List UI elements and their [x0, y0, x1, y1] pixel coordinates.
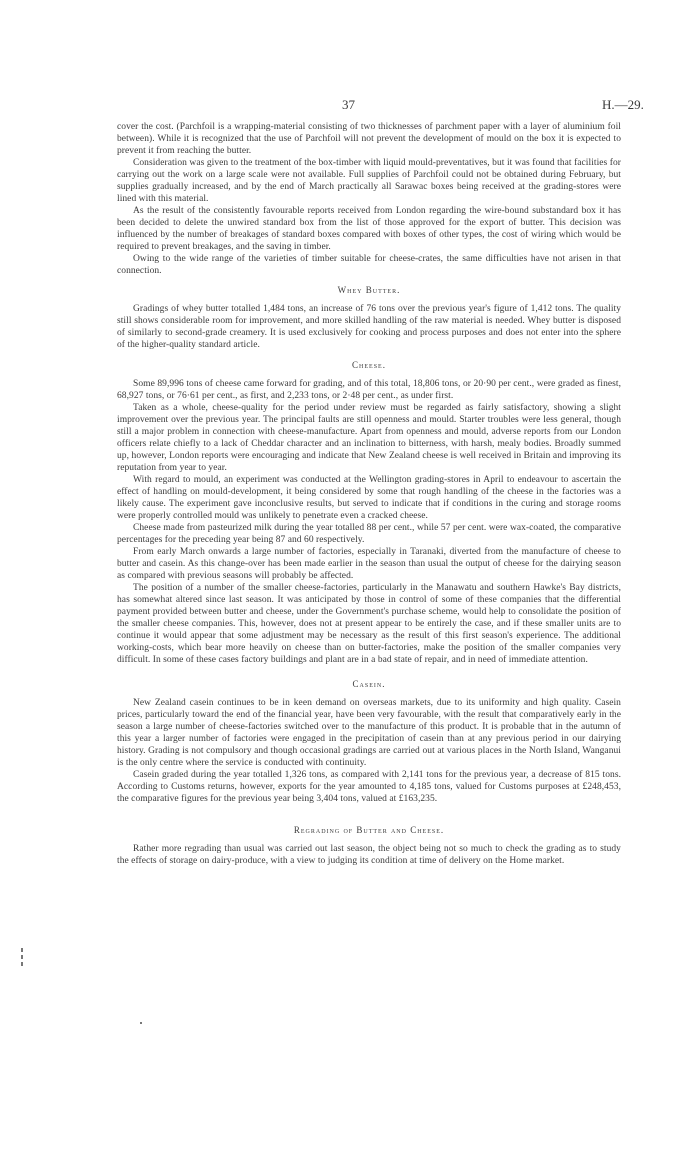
- paragraph: Gradings of whey butter totalled 1,484 tons, an increase of 76 tons over the previous year's figure of 1,412 tons. The quality still shows considerable room for improvement, and more skilled handling of the raw material is needed. Whey butter is disposed of similarly to second-grade creamery. It is used exclusively for cooking and process purposes and does not enter into the sphere of the higher-quality standard article.: [117, 304, 621, 350]
- paragraph: Consideration was given to the treatment of the box-timber with liquid mould-preventatives, but it was found that facilities for carrying out the work on a large scale were not available. Full supplies of Parchfoil could not be obtained during February, but supplies gradually increased, and by the end of March practically all Sarawac boxes being received at the grading-stores were lined with this material.: [117, 158, 621, 204]
- paragraph: cover the cost. (Parchfoil is a wrapping-material consisting of two thicknesses of parchment paper with a layer of aluminium foil between). While it is recognized that the use of Parchfoil will not prevent the development of mould on the box it is expected to prevent it from reaching the butter.: [117, 122, 621, 156]
- margin-mark: [19, 948, 25, 974]
- section-heading-casein: Casein.: [352, 679, 386, 689]
- paragraph: Cheese made from pasteurized milk during the year totalled 88 per cent., while 57 per cent. were wax-coated, the comparative percentages for the preceding year being 87 and 60 respectively.: [117, 523, 621, 545]
- section-heading-cheese: Cheese.: [352, 360, 386, 370]
- paragraph: From early March onwards a large number of factories, especially in Taranaki, diverted from the manufacture of cheese to butter and casein. As this change-over has been made earlier in the season than usual the output of cheese for the dairying season as compared with previous seasons will probably be affected.: [117, 547, 621, 581]
- print-speck: [140, 1022, 142, 1024]
- paragraph: With regard to mould, an experiment was conducted at the Wellington grading-stores in April to endeavour to ascertain the effect of handling on mould-development, it being considered by some that rough handling of the cheese in the factories was a likely cause. The experiment gave inconclusive results, but served to indicate that if conditions in the curing and storage rooms were properly controlled mould was unlikely to penetrate even a cracked cheese.: [117, 475, 621, 521]
- paragraph: Owing to the wide range of the varieties of timber suitable for cheese-crates, the same difficulties have not arisen in that connection.: [117, 254, 621, 276]
- paragraph: Taken as a whole, cheese-quality for the period under review must be regarded as fairly satisfactory, showing a slight improvement over the previous year. The principal faults are still openness and mould. Starter troubles were less general, though still a major problem in connection with cheese-manufacture. Apart from openness and mould, adverse reports from our London officers relate chiefly to a lack of Cheddar character and an inclination to bitterness, with harsh, mealy bodies. Broadly summed up, however, London reports were encouraging and indicate that New Zealand cheese is well received in Britain and improving its reputation from year to year.: [117, 403, 621, 473]
- page-number: 37: [342, 97, 355, 112]
- paragraph: As the result of the consistently favourable reports received from London regarding the wire-bound substandard box it has been decided to delete the unwired standard box from the list of those approved for the export of butter. This decision was influenced by the number of breakages of standard boxes compared with boxes of other types, the cost of wiring which would be required to prevent breakages, and the saving in timber.: [117, 206, 621, 252]
- document-reference: H.—29.: [602, 97, 644, 112]
- paragraph: Some 89,996 tons of cheese came forward for grading, and of this total, 18,806 tons, or 20·90 per cent., were graded as finest, 68,927 tons, or 76·61 per cent., as first, and 2,233 tons, or 2·48 per cent., as under first.: [117, 379, 621, 401]
- section-heading-regrading: Regrading of Butter and Cheese.: [293, 825, 445, 835]
- paragraph: The position of a number of the smaller cheese-factories, particularly in the Manawatu and southern Hawke's Bay districts, has somewhat altered since last season. It was anticipated by those in control of some of these companies that the differential payment provided between butter and cheese, under the Government's purchase scheme, would help to consolidate the position of the smaller cheese companies. This, however, does not at present appear to be entirely the case, and if these smaller units are to continue it would appear that some adjustment may be necessary as the result of this first season's experience. The additional working-costs, which bear more heavily on cheese than on butter-factories, make the position of the smaller companies very difficult. In some of these cases factory buildings and plant are in a bad state of repair, and in need of immediate attention.: [117, 583, 621, 665]
- paragraph: New Zealand casein continues to be in keen demand on overseas markets, due to its uniformity and high quality. Casein prices, particularly toward the end of the financial year, have been very favourable, with the result that comparatively early in the season a large number of cheese-factories switched over to the manufacture of this product. It is probable that in the autumn of this year a larger number of factories were engaged in the precipitation of casein than at any previous period in our dairying history. Grading is not compulsory and though occasional gradings are carried out at various places in the North Island, Wanganui is the only centre where the service is conducted with continuity.: [117, 698, 621, 768]
- section-heading-whey-butter: Whey Butter.: [337, 285, 401, 295]
- paragraph: Casein graded during the year totalled 1,326 tons, as compared with 2,141 tons for the previous year, a decrease of 815 tons. According to Customs returns, however, exports for the year amounted to 4,185 tons, valued for Customs purposes at £248,453, the comparative figures for the previous year being 3,404 tons, valued at £163,235.: [117, 770, 621, 804]
- paragraph: Rather more regrading than usual was carried out last season, the object being not so much to check the grading as to study the effects of storage on dairy-produce, with a view to judging its condition at time of delivery on the Home market.: [117, 844, 621, 866]
- body-text: [117, 121, 621, 867]
- page-header: [0, 97, 700, 117]
